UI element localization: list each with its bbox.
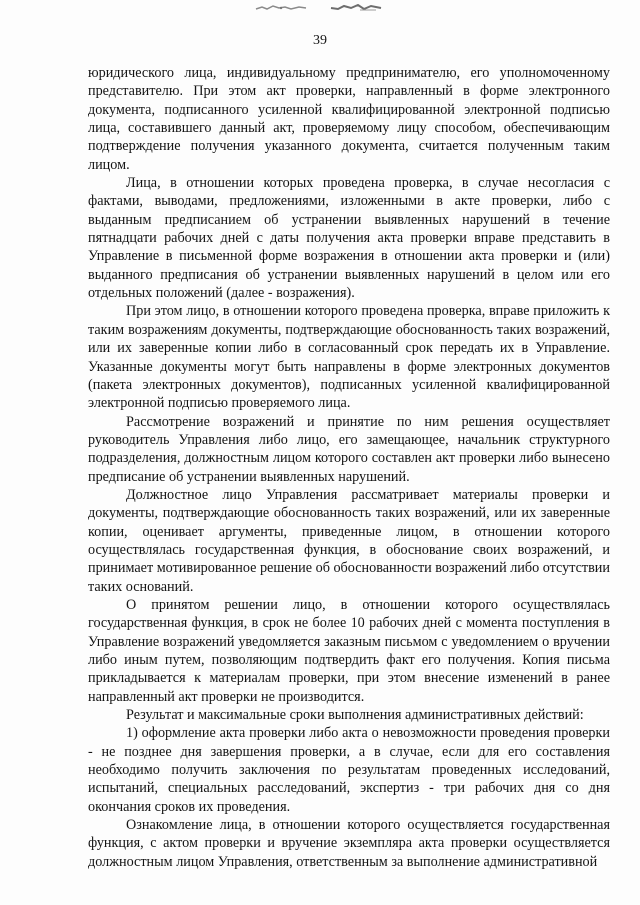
paragraph-official-review: Должностное лицо Управления рассматривает материалы проверки и документы, подтверждающие обоснованность таких возражений, или их заверенные копии, оценивает аргументы, приведенные лицом, в отношении которого осуществлялась государственная функция, в обоснование своих возражений, и принимает мотивированное решение об обоснованности возражений либо отсутствии таких оснований. xyxy=(88,486,610,595)
paragraph-objections-right: Лица, в отношении которых проведена проверка, в случае несогласия с фактами, выводами, предложениями, изложенными в акте проверки, либо с выданным предписанием об устранении выявленных нарушений в течение пятнадцати рабочих дней с даты получения акта проверки вправе представить в Управление в письменной форме возражения в отношении акта проверки и (или) выданного предписания об устранении выявленных нарушений в целом или его отдельных положений (далее - возражения). xyxy=(88,175,610,302)
paragraph-decision-notice: О принятом решении лицо, в отношении которого осуществлялась государственная функция, в срок не более 10 рабочих дней с момента поступления в Управление возражений уведомляется заказным письмом с уведомлением о вручении либо иным путем, позволяющим подтвердить факт его получения. Копия письма прикладывается к материалам проверки, при этом внесение изменений в ранее направленный акт проверки не производится. xyxy=(88,596,610,705)
paragraph-acquaintance: Ознакомление лица, в отношении которого осуществляется государственная функция, с актом проверки и вручение экземпляра акта проверки осуществляется должностным лицом Управления, ответственным за выполнение административной xyxy=(88,817,610,870)
paragraph-continuation: юридического лица, индивидуальному предпринимателю, его уполномоченному представителю. При этом акт проверки, направленный в форме электронного документа, подписанного усиленной квалифицированной электронной подписью лица, составившего данный акт, проверяемому лицу способом, обеспечивающим подтверждение получения указанного документа, считается полученным таким лицом. xyxy=(88,65,610,173)
scan-smudge-right-icon xyxy=(330,4,382,12)
page-number: 39 xyxy=(313,33,327,48)
paragraph-item-1: 1) оформление акта проверки либо акта о невозможности проведения проверки - не позднее дня завершения проверки, а в случае, если для его составления необходимо получить заключения по результатам проведенных исследований, испытаний, специальных расследований, экспертиз - три рабочих дня со дня окончания сроков их проведения. xyxy=(88,725,610,815)
paragraph-supporting-documents: При этом лицо, в отношении которого проведена проверка, вправе приложить к таким возражениям документы, подтверждающие обоснованность таких возражений, или их заверенные копии либо в согласованный срок передать их в Управление. Указанные документы могут быть направлены в форме электронных документов (пакета электронных документов), подписанных усиленной квалифицированной электронной подписью проверяемого лица. xyxy=(88,303,610,412)
scan-smudge-left-icon xyxy=(255,4,307,12)
paragraph-review-of-objections: Рассмотрение возражений и принятие по ним решения осуществляет руководитель Управления либо лицо, его замещающее, начальник структурного подразделения, должностным лицом которого составлен акт проверки либо вынесено предписание об устранении выявленных нарушений. xyxy=(88,413,610,485)
document-body xyxy=(88,64,610,871)
paragraph-results-heading: Результат и максимальные сроки выполнения административных действий: xyxy=(126,707,584,724)
